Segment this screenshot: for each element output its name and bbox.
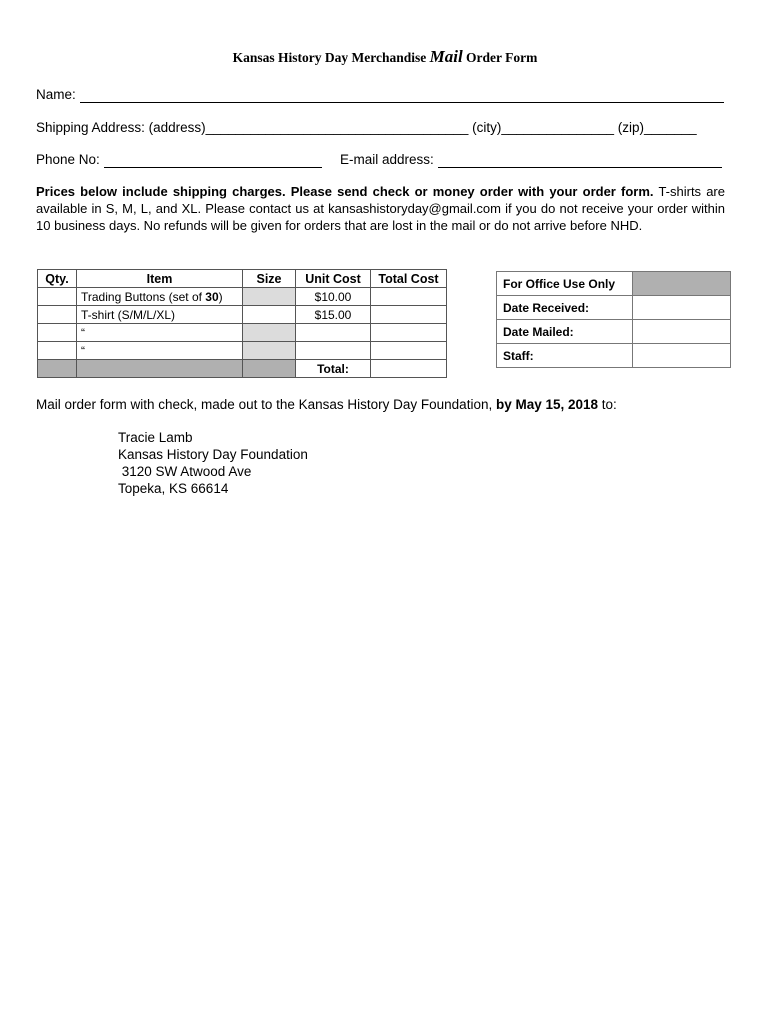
- office-row: [497, 344, 731, 368]
- city-field[interactable]: _______________: [501, 120, 615, 135]
- unit-cost-cell: [296, 324, 371, 342]
- table-row: [38, 342, 447, 360]
- size-cell[interactable]: [243, 342, 296, 360]
- date-received-label: Date Received:: [497, 296, 633, 320]
- item-cell: “: [77, 342, 243, 360]
- mail-instructions: [36, 397, 617, 412]
- form-title: [0, 47, 770, 67]
- date-received-field[interactable]: [633, 296, 731, 320]
- address-line-1: Tracie Lamb: [118, 430, 193, 445]
- prices-bold-text: Prices below include shipping charges. Please send check or money order with your order form.: [36, 184, 654, 199]
- total-cost-cell[interactable]: [371, 306, 447, 324]
- header-unit-cost: Unit Cost: [296, 270, 371, 288]
- mail-instructions-text: Mail order form with check, made out to the Kansas History Day Foundation,: [36, 397, 496, 412]
- total-row: [38, 360, 447, 378]
- email-label: E-mail address:: [340, 152, 434, 167]
- item-cell: T-shirt (S/M/L/XL): [77, 306, 243, 324]
- qty-cell[interactable]: [38, 342, 77, 360]
- city-label: (city): [472, 120, 502, 135]
- email-field[interactable]: [438, 152, 722, 168]
- header-item: Item: [77, 270, 243, 288]
- unit-cost-cell: $15.00: [296, 306, 371, 324]
- mail-instructions-end: to:: [598, 397, 617, 412]
- unit-cost-cell: $10.00: [296, 288, 371, 306]
- office-header-shaded: [633, 272, 731, 296]
- zip-field[interactable]: _______: [644, 120, 697, 135]
- office-use-table: [496, 271, 731, 368]
- phone-field[interactable]: [104, 152, 322, 168]
- email-row: [340, 152, 722, 168]
- title-part2: Order Form: [466, 50, 538, 65]
- name-row: [36, 87, 724, 103]
- item-cell: “: [77, 324, 243, 342]
- header-size: Size: [243, 270, 296, 288]
- title-mail: Mail: [429, 47, 463, 66]
- zip-label: (zip): [617, 120, 645, 135]
- item-text-end: ): [218, 289, 223, 304]
- grand-total-cell[interactable]: [371, 360, 447, 378]
- staff-label: Staff:: [497, 344, 633, 368]
- total-cost-cell[interactable]: [371, 342, 447, 360]
- mailing-address: [118, 429, 308, 497]
- staff-field[interactable]: [633, 344, 731, 368]
- size-cell[interactable]: [243, 288, 296, 306]
- prices-text: T-shirts are available in S, M, L, and XL. Please contact us at kansashistoryday@gmail.com if you do not receive your order within 10 business days. No refunds will be given for orders that are lost in the mail or do not arrive before NHD.: [36, 184, 725, 233]
- order-table-header: [38, 270, 447, 288]
- address-line-3: 3120 SW Atwood Ave: [118, 464, 252, 479]
- total-label: Total:: [296, 360, 371, 378]
- office-header-row: [497, 272, 731, 296]
- title-part1: Kansas History Day Merchandise: [232, 50, 427, 65]
- name-label: Name:: [36, 87, 76, 102]
- unit-cost-cell: [296, 342, 371, 360]
- name-field[interactable]: [80, 87, 724, 103]
- item-text: Trading Buttons (set of: [81, 289, 206, 304]
- qty-cell[interactable]: [38, 306, 77, 324]
- office-row: [497, 320, 731, 344]
- shipping-row: [36, 120, 697, 135]
- qty-cell[interactable]: [38, 288, 77, 306]
- total-blank-item: [77, 360, 243, 378]
- item-cell: [77, 288, 243, 306]
- address-field[interactable]: ___________________________________: [205, 120, 469, 135]
- header-qty: Qty.: [38, 270, 77, 288]
- office-header: For Office Use Only: [497, 272, 633, 296]
- table-row: [38, 288, 447, 306]
- total-cost-cell[interactable]: [371, 324, 447, 342]
- deadline: by May 15, 2018: [495, 397, 599, 412]
- address-line-2: Kansas History Day Foundation: [118, 447, 308, 462]
- table-row: [38, 306, 447, 324]
- shipping-label: Shipping Address: (address): [36, 120, 206, 135]
- order-table: [37, 269, 447, 378]
- date-mailed-label: Date Mailed:: [497, 320, 633, 344]
- table-row: [38, 324, 447, 342]
- total-blank-qty: [38, 360, 77, 378]
- qty-cell[interactable]: [38, 324, 77, 342]
- phone-label: Phone No:: [36, 152, 100, 167]
- size-cell[interactable]: [243, 324, 296, 342]
- total-cost-cell[interactable]: [371, 288, 447, 306]
- date-mailed-field[interactable]: [633, 320, 731, 344]
- total-blank-size: [243, 360, 296, 378]
- item-bold-text: 30: [205, 289, 219, 304]
- office-row: [497, 296, 731, 320]
- prices-paragraph: [36, 183, 725, 234]
- address-line-4: Topeka, KS 66614: [118, 481, 229, 496]
- size-cell[interactable]: [243, 306, 296, 324]
- header-total-cost: Total Cost: [371, 270, 447, 288]
- phone-row: [36, 152, 322, 168]
